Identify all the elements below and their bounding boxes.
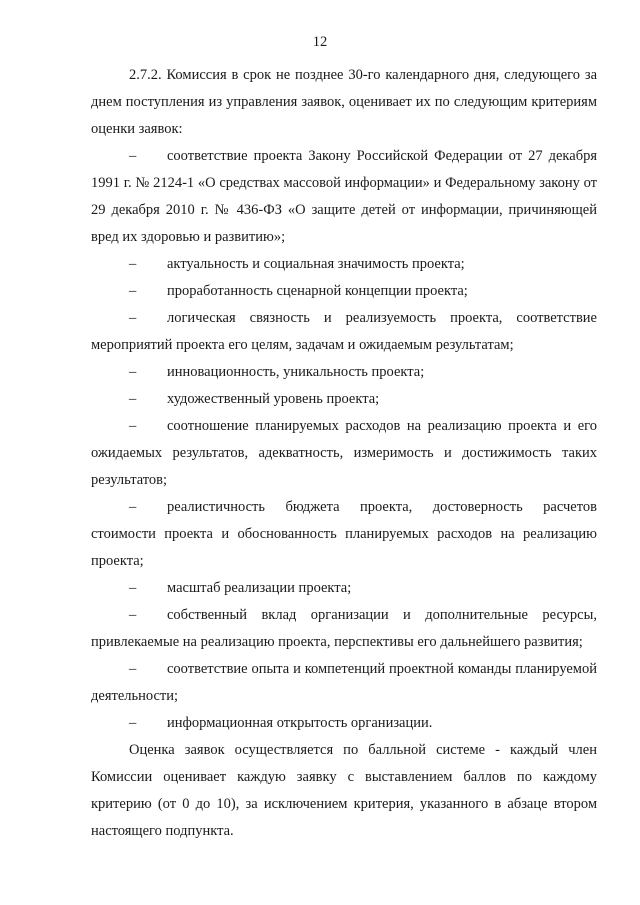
- dash-marker: –: [129, 607, 137, 623]
- criterion-item: [91, 305, 597, 359]
- criterion-text: художественный уровень проекта;: [167, 391, 380, 407]
- criterion-text: проработанность сценарной концепции проекта;: [167, 283, 468, 299]
- criterion-text: информационная открытость организации.: [167, 715, 433, 731]
- intro-paragraph: 2.7.2. Комиссия в срок не позднее 30-го календарного дня, следующего за днем поступления из управления заявок, оценивает их по следующим критериям оценки заявок:: [91, 67, 597, 137]
- criterion-item: [91, 251, 597, 278]
- dash-marker: –: [129, 418, 137, 434]
- dash-marker: –: [129, 661, 137, 677]
- closing-paragraph: Оценка заявок осуществляется по балльной системе - каждый член Комиссии оценивает каждую заявку с выставлением баллов по каждому критерию (от 0 до 10), за исключением критерия, указанного в абзаце втором настоящего подпункта.: [91, 742, 597, 839]
- criterion-text: масштаб реализации проекта;: [167, 580, 352, 596]
- document-body: [91, 62, 597, 845]
- criteria-list: [91, 143, 597, 737]
- dash-marker: –: [129, 715, 137, 731]
- dash-marker: –: [129, 310, 137, 326]
- criterion-text: собственный вклад организации и дополнительные ресурсы, привлекаемые на реализацию проекта, перспективы его дальнейшего развития;: [91, 607, 597, 650]
- criterion-item: [91, 494, 597, 575]
- criterion-item: [91, 602, 597, 656]
- page-number: 12: [312, 34, 328, 50]
- criterion-item: [91, 710, 597, 737]
- criterion-text: логическая связность и реализуемость проекта, соответствие мероприятий проекта его целям, задачам и ожидаемым результатам;: [91, 310, 597, 353]
- criterion-text: реалистичность бюджета проекта, достоверность расчетов стоимости проекта и обоснованность планируемых расходов на реализацию проекта;: [91, 499, 597, 569]
- dash-marker: –: [129, 580, 137, 596]
- dash-marker: –: [129, 256, 137, 272]
- criterion-text: актуальность и социальная значимость проекта;: [167, 256, 465, 272]
- criterion-item: [91, 143, 597, 251]
- criterion-text: соответствие проекта Закону Российской Федерации от 27 декабря 1991 г. № 2124-1 «О средствах массовой информации» и Федеральному закону от 29 декабря 2010 г. № 436-ФЗ «О защите детей от информации, причиняющей вред их здоровью и развитию»;: [91, 148, 597, 245]
- criterion-item: [91, 575, 597, 602]
- criterion-item: [91, 656, 597, 710]
- dash-marker: –: [129, 283, 137, 299]
- criterion-item: [91, 278, 597, 305]
- dash-marker: –: [129, 364, 137, 380]
- dash-marker: –: [129, 391, 137, 407]
- dash-marker: –: [129, 499, 137, 515]
- criterion-text: соответствие опыта и компетенций проектной команды планируемой деятельности;: [91, 661, 597, 704]
- criterion-item: [91, 413, 597, 494]
- criterion-item: [91, 386, 597, 413]
- dash-marker: –: [129, 148, 137, 164]
- criterion-text: соотношение планируемых расходов на реализацию проекта и его ожидаемых результатов, адекватность, измеримость и достижимость таких результатов;: [91, 418, 597, 488]
- criterion-item: [91, 359, 597, 386]
- criterion-text: инновационность, уникальность проекта;: [167, 364, 425, 380]
